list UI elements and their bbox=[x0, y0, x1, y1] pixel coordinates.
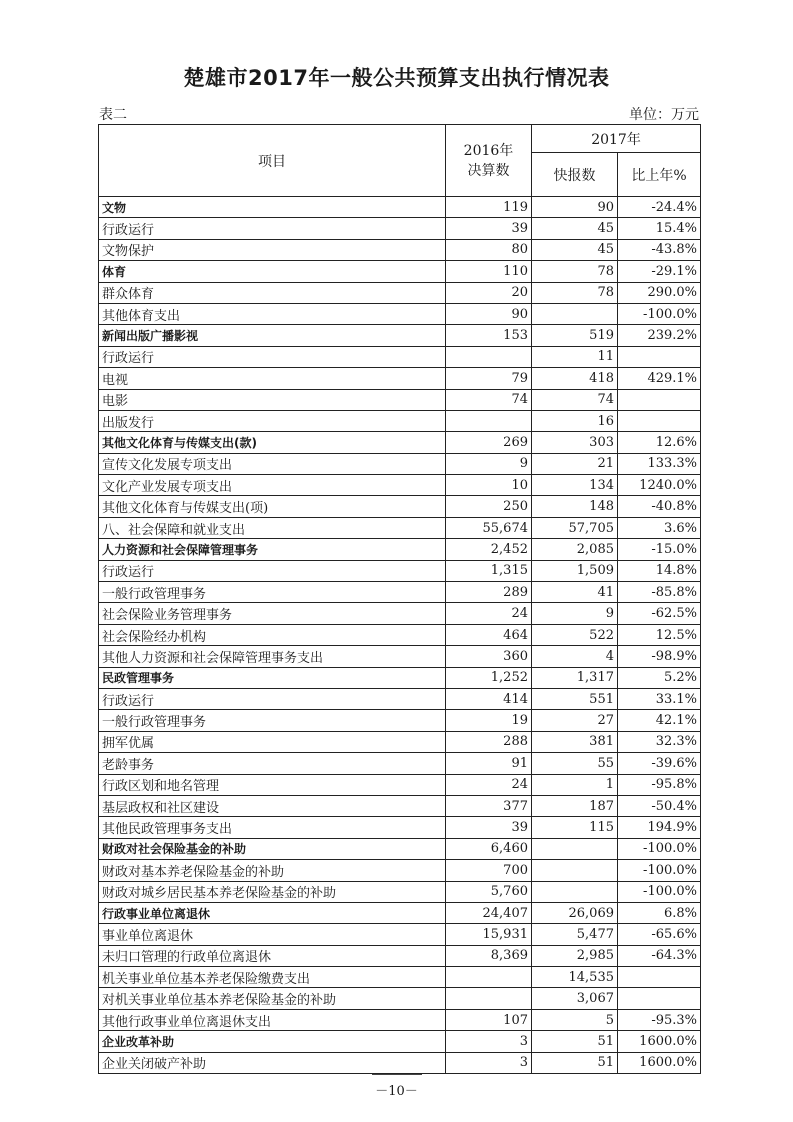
row-yoy-percent: -50.4% bbox=[618, 795, 701, 816]
row-yoy-percent: 14.8% bbox=[618, 560, 701, 581]
row-value-2017: 16 bbox=[532, 410, 618, 431]
row-value-2017: 90 bbox=[532, 197, 618, 218]
table-row bbox=[99, 795, 701, 816]
row-yoy-percent: 42.1% bbox=[618, 710, 701, 731]
row-value-2016: 90 bbox=[446, 303, 532, 324]
table-row bbox=[99, 710, 701, 731]
row-item-name: 文化产业发展专项支出 bbox=[99, 475, 446, 496]
row-value-2016: 250 bbox=[446, 496, 532, 517]
row-value-2017: 11 bbox=[532, 346, 618, 367]
row-value-2017: 115 bbox=[532, 817, 618, 838]
table-row bbox=[99, 218, 701, 239]
row-item-name: 其他文化体育与传媒支出(款) bbox=[99, 432, 446, 453]
row-item-name: 基层政权和社区建设 bbox=[99, 795, 446, 816]
row-value-2017: 57,705 bbox=[532, 517, 618, 538]
row-value-2016: 79 bbox=[446, 368, 532, 389]
row-value-2017: 2,985 bbox=[532, 945, 618, 966]
row-value-2016 bbox=[446, 988, 532, 1009]
row-value-2016: 2,452 bbox=[446, 539, 532, 560]
row-item-name: 宣传文化发展专项支出 bbox=[99, 453, 446, 474]
row-item-name: 社会保险业务管理事务 bbox=[99, 603, 446, 624]
row-item-name: 行政区划和地名管理 bbox=[99, 774, 446, 795]
row-yoy-percent: -40.8% bbox=[618, 496, 701, 517]
page-title: 楚雄市2017年一般公共预算支出执行情况表 bbox=[183, 66, 610, 90]
table-row bbox=[99, 517, 701, 538]
row-yoy-percent bbox=[618, 967, 701, 988]
table-row bbox=[99, 1009, 701, 1030]
table-row bbox=[99, 603, 701, 624]
row-yoy-percent: -43.8% bbox=[618, 239, 701, 260]
table-row bbox=[99, 261, 701, 282]
row-item-name: 企业关闭破产补助 bbox=[99, 1052, 446, 1073]
row-value-2016: 8,369 bbox=[446, 945, 532, 966]
row-yoy-percent: -24.4% bbox=[618, 197, 701, 218]
table-row bbox=[99, 753, 701, 774]
row-yoy-percent: 3.6% bbox=[618, 517, 701, 538]
row-yoy-percent: -85.8% bbox=[618, 582, 701, 603]
page-number: －10－ bbox=[0, 1080, 793, 1099]
row-yoy-percent: -98.9% bbox=[618, 646, 701, 667]
row-value-2017: 551 bbox=[532, 688, 618, 709]
row-value-2016: 15,931 bbox=[446, 924, 532, 945]
row-value-2016: 1,252 bbox=[446, 667, 532, 688]
row-yoy-percent: 12.6% bbox=[618, 432, 701, 453]
row-yoy-percent: 1600.0% bbox=[618, 1052, 701, 1073]
row-item-name: 行政事业单位离退休 bbox=[99, 902, 446, 923]
row-value-2016: 39 bbox=[446, 817, 532, 838]
row-item-name: 其他体育支出 bbox=[99, 303, 446, 324]
row-value-2017: 1,317 bbox=[532, 667, 618, 688]
row-item-name: 其他民政管理事务支出 bbox=[99, 817, 446, 838]
table-row bbox=[99, 967, 701, 988]
row-value-2017: 148 bbox=[532, 496, 618, 517]
row-value-2017: 519 bbox=[532, 325, 618, 346]
row-yoy-percent bbox=[618, 410, 701, 431]
row-value-2016: 24 bbox=[446, 603, 532, 624]
row-value-2016: 24 bbox=[446, 774, 532, 795]
table-row bbox=[99, 560, 701, 581]
table-row bbox=[99, 860, 701, 881]
table-row bbox=[99, 817, 701, 838]
header-item: 项目 bbox=[99, 125, 446, 197]
row-value-2017: 78 bbox=[532, 282, 618, 303]
row-value-2017 bbox=[532, 860, 618, 881]
table-row bbox=[99, 325, 701, 346]
row-item-name: 财政对基本养老保险基金的补助 bbox=[99, 860, 446, 881]
row-value-2017: 51 bbox=[532, 1031, 618, 1052]
row-yoy-percent bbox=[618, 988, 701, 1009]
row-value-2017: 55 bbox=[532, 753, 618, 774]
table-row bbox=[99, 988, 701, 1009]
row-value-2017: 303 bbox=[532, 432, 618, 453]
table-row bbox=[99, 688, 701, 709]
row-yoy-percent: 1240.0% bbox=[618, 475, 701, 496]
row-item-name: 未归口管理的行政单位离退休 bbox=[99, 945, 446, 966]
row-yoy-percent bbox=[618, 389, 701, 410]
table-row bbox=[99, 838, 701, 859]
row-value-2017: 5,477 bbox=[532, 924, 618, 945]
table-row bbox=[99, 303, 701, 324]
row-value-2016: 74 bbox=[446, 389, 532, 410]
table-body bbox=[99, 197, 701, 1074]
row-item-name: 民政管理事务 bbox=[99, 667, 446, 688]
row-item-name: 社会保险经办机构 bbox=[99, 624, 446, 645]
row-value-2016: 10 bbox=[446, 475, 532, 496]
row-value-2017: 4 bbox=[532, 646, 618, 667]
row-item-name: 出版发行 bbox=[99, 410, 446, 431]
row-yoy-percent: 5.2% bbox=[618, 667, 701, 688]
row-value-2016: 3 bbox=[446, 1052, 532, 1073]
row-value-2017: 78 bbox=[532, 261, 618, 282]
row-yoy-percent: -39.6% bbox=[618, 753, 701, 774]
row-value-2017: 522 bbox=[532, 624, 618, 645]
row-yoy-percent: 33.1% bbox=[618, 688, 701, 709]
row-value-2016 bbox=[446, 410, 532, 431]
row-item-name: 八、社会保障和就业支出 bbox=[99, 517, 446, 538]
row-yoy-percent: -29.1% bbox=[618, 261, 701, 282]
row-item-name: 行政运行 bbox=[99, 688, 446, 709]
row-item-name: 事业单位离退休 bbox=[99, 924, 446, 945]
row-value-2016: 91 bbox=[446, 753, 532, 774]
row-value-2016: 360 bbox=[446, 646, 532, 667]
row-value-2016 bbox=[446, 346, 532, 367]
table-row bbox=[99, 667, 701, 688]
row-item-name: 机关事业单位基本养老保险缴费支出 bbox=[99, 967, 446, 988]
row-value-2017: 51 bbox=[532, 1052, 618, 1073]
row-value-2016: 107 bbox=[446, 1009, 532, 1030]
row-yoy-percent: 429.1% bbox=[618, 368, 701, 389]
row-yoy-percent: 290.0% bbox=[618, 282, 701, 303]
row-value-2016 bbox=[446, 967, 532, 988]
table-row bbox=[99, 902, 701, 923]
row-item-name: 其他行政事业单位离退休支出 bbox=[99, 1009, 446, 1030]
table-row bbox=[99, 624, 701, 645]
row-value-2017: 45 bbox=[532, 239, 618, 260]
row-item-name: 新闻出版广播影视 bbox=[99, 325, 446, 346]
row-yoy-percent: -65.6% bbox=[618, 924, 701, 945]
row-item-name: 其他文化体育与传媒支出(项) bbox=[99, 496, 446, 517]
row-value-2016: 19 bbox=[446, 710, 532, 731]
row-value-2017 bbox=[532, 838, 618, 859]
row-yoy-percent: 194.9% bbox=[618, 817, 701, 838]
row-value-2017: 134 bbox=[532, 475, 618, 496]
row-value-2016: 55,674 bbox=[446, 517, 532, 538]
row-value-2016: 6,460 bbox=[446, 838, 532, 859]
row-value-2016: 20 bbox=[446, 282, 532, 303]
table-row bbox=[99, 1052, 701, 1073]
table-row bbox=[99, 1031, 701, 1052]
row-item-name: 财政对城乡居民基本养老保险基金的补助 bbox=[99, 881, 446, 902]
row-item-name: 人力资源和社会保障管理事务 bbox=[99, 539, 446, 560]
row-yoy-percent: 12.5% bbox=[618, 624, 701, 645]
row-item-name: 其他人力资源和社会保障管理事务支出 bbox=[99, 646, 446, 667]
row-yoy-percent: -95.8% bbox=[618, 774, 701, 795]
row-value-2017: 27 bbox=[532, 710, 618, 731]
row-item-name: 文物 bbox=[99, 197, 446, 218]
row-item-name: 行政运行 bbox=[99, 218, 446, 239]
table-row bbox=[99, 496, 701, 517]
row-value-2016: 269 bbox=[446, 432, 532, 453]
row-value-2016: 414 bbox=[446, 688, 532, 709]
row-value-2017: 74 bbox=[532, 389, 618, 410]
table-row bbox=[99, 389, 701, 410]
table-row bbox=[99, 432, 701, 453]
row-item-name: 一般行政管理事务 bbox=[99, 710, 446, 731]
table-row bbox=[99, 945, 701, 966]
row-value-2017: 5 bbox=[532, 1009, 618, 1030]
row-value-2016: 289 bbox=[446, 582, 532, 603]
row-value-2016: 110 bbox=[446, 261, 532, 282]
row-yoy-percent: -100.0% bbox=[618, 860, 701, 881]
table-row bbox=[99, 924, 701, 945]
row-value-2017: 41 bbox=[532, 582, 618, 603]
row-item-name: 老龄事务 bbox=[99, 753, 446, 774]
row-value-2017: 1,509 bbox=[532, 560, 618, 581]
row-yoy-percent bbox=[618, 346, 701, 367]
row-item-name: 文物保护 bbox=[99, 239, 446, 260]
row-item-name: 体育 bbox=[99, 261, 446, 282]
table-row bbox=[99, 881, 701, 902]
row-value-2017: 21 bbox=[532, 453, 618, 474]
row-item-name: 行政运行 bbox=[99, 346, 446, 367]
row-yoy-percent: 6.8% bbox=[618, 902, 701, 923]
row-value-2017: 1 bbox=[532, 774, 618, 795]
table-row bbox=[99, 368, 701, 389]
row-yoy-percent: 133.3% bbox=[618, 453, 701, 474]
row-item-name: 对机关事业单位基本养老保险基金的补助 bbox=[99, 988, 446, 1009]
table-row bbox=[99, 346, 701, 367]
row-value-2017: 9 bbox=[532, 603, 618, 624]
row-value-2017: 187 bbox=[532, 795, 618, 816]
row-value-2017: 381 bbox=[532, 731, 618, 752]
row-yoy-percent: 239.2% bbox=[618, 325, 701, 346]
table-row bbox=[99, 410, 701, 431]
row-yoy-percent: -95.3% bbox=[618, 1009, 701, 1030]
table-row bbox=[99, 731, 701, 752]
header-2017: 2017年 bbox=[532, 125, 701, 153]
row-value-2016: 700 bbox=[446, 860, 532, 881]
row-value-2017 bbox=[532, 303, 618, 324]
table-row bbox=[99, 582, 701, 603]
row-value-2016: 1,315 bbox=[446, 560, 532, 581]
table-row bbox=[99, 539, 701, 560]
row-value-2017 bbox=[532, 881, 618, 902]
row-value-2016: 39 bbox=[446, 218, 532, 239]
row-value-2017: 2,085 bbox=[532, 539, 618, 560]
table-row bbox=[99, 774, 701, 795]
row-item-name: 电视 bbox=[99, 368, 446, 389]
row-value-2016: 464 bbox=[446, 624, 532, 645]
row-yoy-percent: -100.0% bbox=[618, 881, 701, 902]
row-yoy-percent: 32.3% bbox=[618, 731, 701, 752]
row-yoy-percent: 15.4% bbox=[618, 218, 701, 239]
row-value-2016: 5,760 bbox=[446, 881, 532, 902]
row-value-2017: 45 bbox=[532, 218, 618, 239]
header-2016-year: 2016年 bbox=[463, 142, 514, 159]
row-item-name: 企业改革补助 bbox=[99, 1031, 446, 1052]
table-row bbox=[99, 475, 701, 496]
header-2016-final: 决算数 bbox=[467, 162, 510, 179]
header-2016 bbox=[446, 125, 532, 197]
header-yoy: 比上年% bbox=[618, 153, 701, 197]
row-yoy-percent: -64.3% bbox=[618, 945, 701, 966]
unit-label: 单位：万元 bbox=[629, 107, 699, 123]
row-value-2016: 24,407 bbox=[446, 902, 532, 923]
row-yoy-percent: -62.5% bbox=[618, 603, 701, 624]
row-value-2016: 119 bbox=[446, 197, 532, 218]
budget-table bbox=[98, 124, 701, 1074]
row-value-2017: 418 bbox=[532, 368, 618, 389]
row-yoy-percent: -15.0% bbox=[618, 539, 701, 560]
row-value-2017: 3,067 bbox=[532, 988, 618, 1009]
row-value-2017: 26,069 bbox=[532, 902, 618, 923]
row-yoy-percent: -100.0% bbox=[618, 303, 701, 324]
row-value-2016: 153 bbox=[446, 325, 532, 346]
table-row bbox=[99, 646, 701, 667]
table-row bbox=[99, 282, 701, 303]
row-item-name: 拥军优属 bbox=[99, 731, 446, 752]
row-item-name: 财政对社会保险基金的补助 bbox=[99, 838, 446, 859]
header-quick-report: 快报数 bbox=[532, 153, 618, 197]
row-value-2016: 288 bbox=[446, 731, 532, 752]
row-value-2016: 9 bbox=[446, 453, 532, 474]
row-item-name: 电影 bbox=[99, 389, 446, 410]
row-item-name: 行政运行 bbox=[99, 560, 446, 581]
row-yoy-percent: 1600.0% bbox=[618, 1031, 701, 1052]
table-row bbox=[99, 239, 701, 260]
row-value-2016: 80 bbox=[446, 239, 532, 260]
table-row bbox=[99, 453, 701, 474]
row-yoy-percent: -100.0% bbox=[618, 838, 701, 859]
table-row bbox=[99, 197, 701, 218]
table-label: 表二 bbox=[99, 107, 127, 123]
row-value-2017: 14,535 bbox=[532, 967, 618, 988]
row-item-name: 一般行政管理事务 bbox=[99, 582, 446, 603]
row-value-2016: 377 bbox=[446, 795, 532, 816]
row-value-2016: 3 bbox=[446, 1031, 532, 1052]
row-item-name: 群众体育 bbox=[99, 282, 446, 303]
